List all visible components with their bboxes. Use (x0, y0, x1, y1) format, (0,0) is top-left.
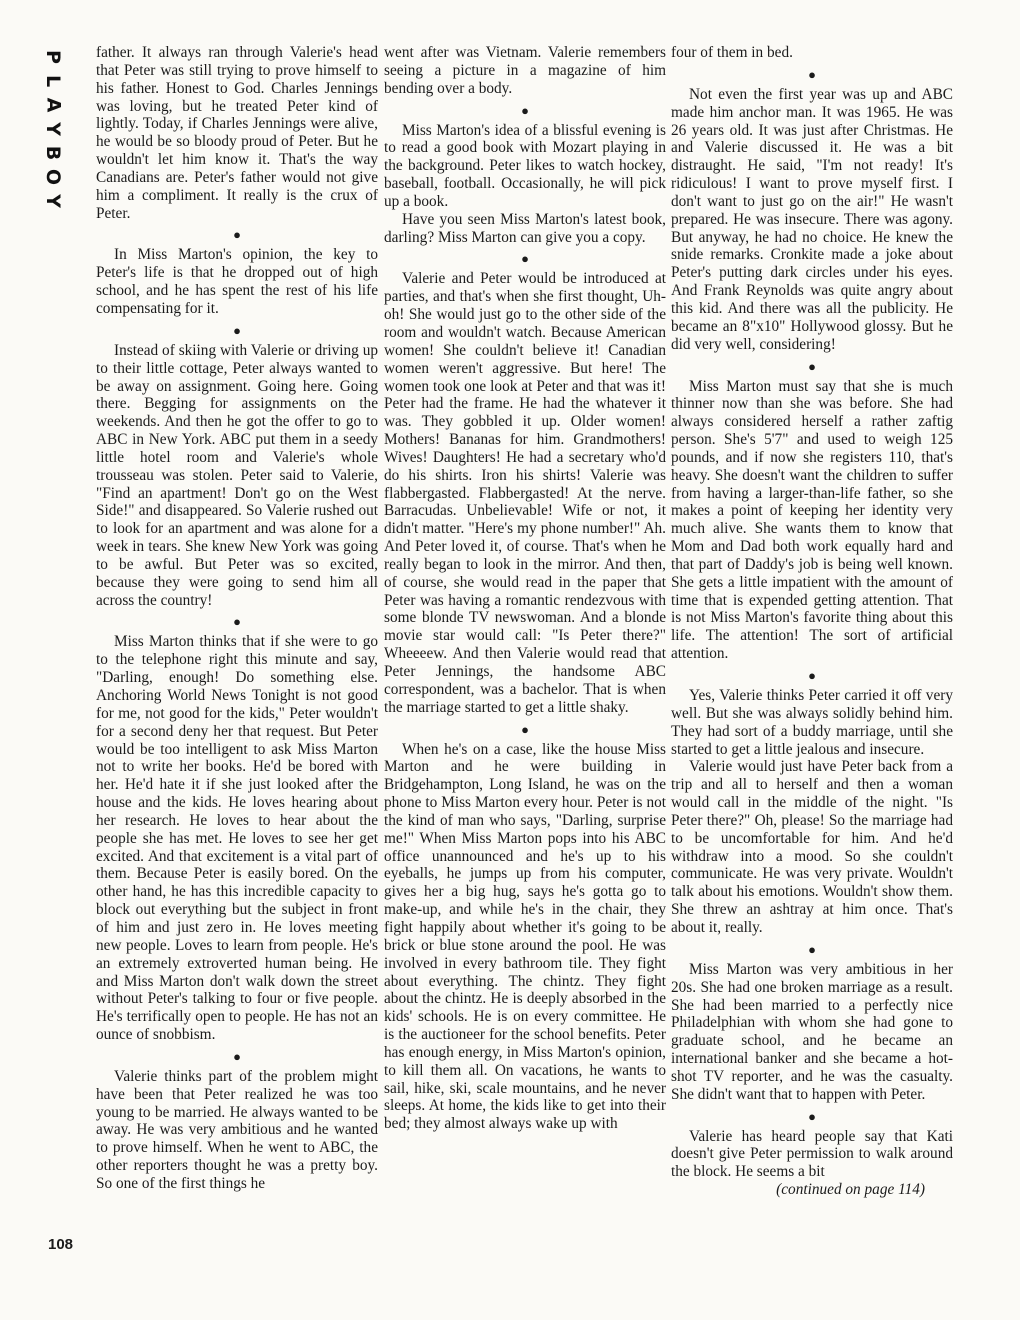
paragraph: Miss Marton thinks that if she were to go to the telephone right this minute and say, "Darling, enough! Do something else. Anchoring World News Tonight is not good for me, not good for the kids," Peter wouldn't for a second deny her that request. But Peter would be too intelligent to ask Miss Marton not to write her books. He'd be bored with her. He'd hate it if she just looked after the house and the kids. He loves hearing about her research. He loves to hear about the people she has met. He loves to see her get excited. And that excitement is a vital part of them. Because Peter is easily bored. On the other hand, he has this incredible capacity to block out everything but the subject in front of him and just zero in. He loves meeting new people. Loves to learn from people. He's an extremely extroverted human being. He and Miss Marton don't walk down the street without Peter's talking to four or five people. He's terrifically open to people. He has not an ounce of snobbism. (96, 633, 378, 1044)
section-bullet: ● (521, 102, 529, 118)
section-bullet: ● (808, 1108, 816, 1124)
paragraph: Yes, Valerie thinks Peter carried it off very well. But she was always solidly behind him. They had sort of a buddy marriage, until she started to get a little jealous and insecure. (671, 687, 953, 758)
section-bullet: ● (808, 66, 816, 82)
logo-letter: O (42, 168, 64, 186)
paragraph: Not even the first year was up and ABC made him anchor man. It was 1965. He was 26 years old. It was just after Christmas. He and Valerie discussed it. He was a bit distraught. He said, "I'm not ready! It's ridiculous! I want to prove myself first. I don't want to just go on the air!" He wasn't prepared. He was insecure. There was agony. But anyway, he had no choice. He knew the snide remarks. Cronkite made a joke about Peter's putting dark circles under his eyes. And Frank Reynolds was quite angry about this kid. And there was all the publicity. He became an 8"x10" Hollywood glossy. But he did very well, considering! (671, 85, 953, 353)
section-bullet: ● (521, 251, 529, 267)
paragraph: Miss Marton's idea of a blissful evening is to read a good book with Mozart playing in the background. Peter likes to watch hockey, baseball, football. Occasionally, he will pick up a book. (384, 121, 666, 210)
article-column-2 (384, 44, 666, 1133)
logo-letter: P (42, 50, 64, 64)
paragraph: Valerie thinks part of the problem might have been that Peter realized he was too young to be married. He always wanted to be away. He was very ambitious and he wanted to prove himself. When he went to ABC, the other reporters thought he was a pretty boy. So one of the first things he (96, 1067, 378, 1192)
section-bullet: ● (233, 614, 241, 630)
paragraph: Valerie has heard people say that Kati doesn't give Peter permission to walk around the block. He seems a bit (671, 1127, 953, 1181)
logo-letter: Y (41, 194, 64, 208)
paragraph: Valerie and Peter would be introduced at parties, and that's when she first thought, Uh-oh! She would just go to the other side of the room and wouldn't watch. Because American women! She couldn't believe it! Canadian women weren't aggressive. But here! The women took one look at Peter and that was it! Peter had the frame. He had the whatever it was. They gobbled it up. Older women! Mothers! Bananas for him. Grandmothers! Wives! Daughters! He had a secretary who'd do his shirts. Iron his shirts! Valerie was flabbergasted. Flabbergasted! At the nerve. Barracudas. Unbelievable! Wife or not, it didn't matter. "Here's my phone number!" Ah. And Peter loved it, of course. That's when he really began to look in the mirror. And then, of course, she would read in the paper that Peter was having a romantic rendezvous with some blonde TV newswoman. And a blonde movie star would call: "Is Peter there?" Wheeeew. And then Valerie would read that Peter Jennings, the handsome ABC correspondent, was a bachelor. That is when the marriage started to get a little shaky. (384, 270, 666, 716)
paragraph: Instead of skiing with Valerie or driving up to their little cottage, Peter always wanted to be away on assignment. Going here. Going there. Begging for assignments on the weekends. And then he got the offer to go to ABC in New York. ABC put them in a seedy little hotel room and Valerie's whole trousseau was stolen. Peter said to Valerie, "Find an apartment! Don't go on the West Side!" and disappeared. So Valerie rushed out to look for an apartment and was alone for a week in tears. She knew New York was going to be awful. But Peter was so excited, because they were going to send him all across the country! (96, 341, 378, 609)
section-bullet: ● (521, 721, 529, 737)
paragraph: When he's on a case, like the house Miss Marton and he were building in Bridgehampton, Long Island, he was on the phone to Miss Marton every hour. Peter is not the kind of man who says, "Darling, surprise me!" When Miss Marton pops into his ABC office unannounced and he's up to his eyeballs, he jumps up from his computer, gives her a big hug, says he's gotta go to make-up, and while he's in the chair, they fight happily about whether it's going to be brick or blue stone around the pool. He was involved in every bathroom tile. They fight about everything. The chintz. They fight about the chintz. He is deeply absorbed in the kids' schools. He is on every committee. He is the auctioneer for the school benefits. Peter has enough energy, in Miss Marton's opinion, to kill them all. On vacations, he wants to sail, hike, ski, scale mountains, and he never sleeps. At home, the kids like to get into their bed; they almost always wake up with (384, 740, 666, 1133)
paragraph: In Miss Marton's opinion, the key to Peter's life is that he dropped out of high school, and he has spent the rest of his life compensating for it. (96, 246, 378, 317)
continued-note: (continued on page 114) (776, 1181, 925, 1199)
magazine-logo-vertical (38, 48, 68, 210)
logo-letter: A (42, 97, 64, 113)
section-bullet: ● (808, 941, 816, 957)
logo-letter: L (41, 74, 64, 88)
paragraph: Miss Marton was very ambitious in her 20s. She had one broken marriage as a result. She had been married to a perfectly nice Philadelphian with whom she had gone to graduate school, and he became an international banker and she became a hot-shot TV reporter, and he was the casualty. She didn't want that to happen with Peter. (671, 960, 953, 1103)
paragraph: Valerie would just have Peter back from a trip and all to herself and then a woman would call in the middle of the night. "Is Peter there?" Oh, please! So the marriage had to be uncomfortable for him. And he'd withdraw into a mood. So she couldn't communicate. He was very private. Wouldn't talk about his emotions. Wouldn't show them. She threw an ashtray at him once. That's about it, really. (671, 758, 953, 936)
section-bullet: ● (233, 1048, 241, 1064)
article-column-3 (671, 44, 953, 1199)
paragraph: Have you seen Miss Marton's latest book, darling? Miss Marton can give you a copy. (384, 210, 666, 246)
section-bullet: ● (808, 358, 816, 374)
paragraph: went after was Vietnam. Valerie remembers seeing a picture in a magazine of him bending over a body. (384, 44, 666, 97)
paragraph: Miss Marton must say that she is much thinner now than she was before. She had always considered herself a rather zaftig person. She's 5'7" and used to weigh 125 pounds, and if now she registers 110, that's heavy. She doesn't want the children to suffer from having a larger-than-life father, so she makes a point of keeping her identity very much alive. She wants them to know that Mom and Dad both work equally hard and that part of Daddy's job is being well known. She gets a little impatient with the amount of time that is expended getting attention. That is not Miss Marton's favorite thing about this life. The attention! The sort of artificial attention. (671, 377, 953, 663)
logo-letter: Y (41, 122, 64, 136)
paragraph: four of them in bed. (671, 44, 793, 61)
section-bullet: ● (808, 668, 816, 683)
section-bullet: ● (233, 227, 241, 243)
section-bullet: ● (233, 322, 241, 338)
logo-letter: B (41, 145, 64, 161)
article-column-1 (96, 44, 378, 1193)
page-number: 108 (48, 1236, 74, 1253)
paragraph: father. It always ran through Valerie's head that Peter was still trying to prove himself to his father. Honest to God. Charles Jennings was loving, but he treated Peter kind of lightly. Today, if Charles Jennings were alive, he would be so bloody proud of Peter. But he wouldn't let him know it. That's the way Canadians are. Peter's father would not give him a compliment. It really is the crux of Peter. (96, 44, 378, 222)
